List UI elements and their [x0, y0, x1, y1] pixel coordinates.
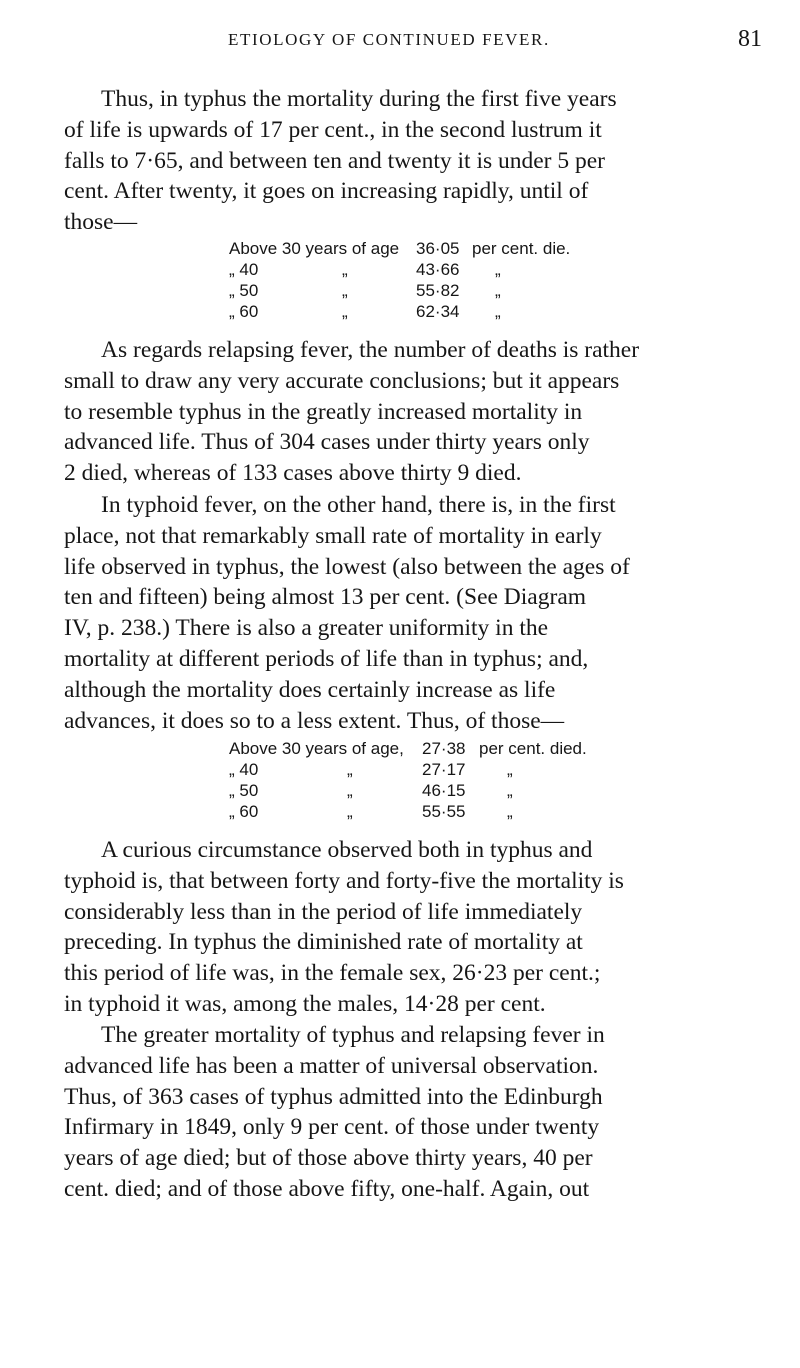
text-line: A curious circumstance observed both in typhus and [101, 837, 593, 863]
table-rate-value: 55·82 [416, 281, 460, 300]
table-ditto-mark: „ [347, 760, 353, 779]
text-line: As regards relapsing fever, the number of deaths is rather [101, 337, 640, 363]
text-line: cent. After twenty, it goes on increasing rapidly, until of [64, 178, 589, 205]
text-line: ten and fifteen) being almost 13 per cent. (See Diagram [64, 584, 587, 611]
text-line: The greater mortality of typhus and relapsing fever in [101, 1022, 605, 1048]
table-suffix: „ [507, 760, 513, 779]
table-suffix: „ [507, 802, 513, 821]
text-line: small to draw any very accurate conclusions; but it appears [64, 367, 620, 394]
text-line: of life is upwards of 17 per cent., in the second lustrum it [64, 116, 602, 143]
paragraph-curious-circumstance [64, 835, 769, 1020]
text-line: considerably less than in the period of life immediately [64, 898, 583, 925]
text-line: this period of life was, in the female sex, 26·23 per cent.; [64, 960, 601, 987]
table-age-label: „ 60 [229, 802, 259, 821]
text-line: Thus, of 363 cases of typhus admitted into the Edinburgh [64, 1083, 603, 1110]
text-line: advanced life. Thus of 304 cases under thirty years only [64, 429, 590, 456]
text-line: advanced life has been a matter of universal observation. [64, 1052, 599, 1079]
table-rate-value: 43·66 [416, 260, 460, 279]
text-line: Infirmary in 1849, only 9 per cent. of those under twenty [64, 1114, 600, 1141]
table-age-label: „ 50 [229, 281, 259, 300]
text-line: mortality at different periods of life than in typhus; and, [64, 645, 589, 672]
text-line: although the mortality does certainly increase as life [64, 676, 556, 703]
table-ditto-mark: „ [342, 260, 348, 279]
table-ditto-mark: „ [342, 302, 348, 321]
text-line: to resemble typhus in the greatly increased mortality in [64, 398, 583, 425]
text-line: life observed in typhus, the lowest (also between the ages of [64, 553, 630, 580]
table-suffix: per cent. die. [472, 239, 571, 258]
page-number: 81 [738, 26, 762, 52]
table-age-label: Above 30 years of age, [229, 739, 404, 758]
paragraph-typhus-mortality [64, 84, 769, 238]
table-suffix: „ [495, 302, 501, 321]
text-line: IV, p. 238.) There is also a greater uniformity in the [64, 615, 549, 642]
table-rate-value: 27·38 [422, 739, 466, 758]
table-rate-value: 62·34 [416, 302, 460, 321]
table-age-label: Above 30 years of age [229, 239, 400, 258]
table-rate-value: 55·55 [422, 802, 466, 821]
table-age-label: „ 50 [229, 781, 259, 800]
table-age-label: „ 60 [229, 302, 259, 321]
paragraph-typhoid-fever [64, 490, 769, 736]
text-line: place, not that remarkably small rate of mortality in early [64, 522, 602, 549]
text-line: preceding. In typhus the diminished rate of mortality at [64, 929, 583, 956]
text-line: typhoid is, that between forty and forty-five the mortality is [64, 867, 624, 894]
table-suffix: „ [507, 781, 513, 800]
table-suffix: per cent. died. [479, 739, 587, 758]
text-line: 2 died, whereas of 133 cases above thirty 9 died. [64, 460, 522, 487]
text-line: cent. died; and of those above fifty, one-half. Again, out [64, 1175, 590, 1202]
table-age-label: „ 40 [229, 260, 259, 279]
text-line: In typhoid fever, on the other hand, there is, in the first [101, 492, 616, 518]
table-ditto-mark: „ [347, 781, 353, 800]
table-ditto-mark: „ [342, 281, 348, 300]
table-suffix: „ [495, 260, 501, 279]
table-rate-value: 46·15 [422, 781, 466, 800]
text-line: those— [64, 209, 138, 236]
text-line: in typhoid it was, among the males, 14·28 per cent. [64, 990, 546, 1017]
text-line: years of age died; but of those above thirty years, 40 per [64, 1145, 593, 1172]
table-age-label: „ 40 [229, 760, 259, 779]
text-line: falls to 7·65, and between ten and twenty it is under 5 per [64, 147, 606, 174]
table-rate-value: 27·17 [422, 760, 466, 779]
paragraph-relapsing-fever [64, 335, 769, 489]
table-suffix: „ [495, 281, 501, 300]
running-head: ETIOLOGY OF CONTINUED FEVER. [228, 30, 550, 49]
paragraph-universal-observation [64, 1020, 769, 1205]
text-line: advances, it does so to a less extent. Thus, of those— [64, 707, 565, 734]
table-ditto-mark: „ [347, 802, 353, 821]
text-line: Thus, in typhus the mortality during the first five years [101, 86, 617, 112]
table-rate-value: 36·05 [416, 239, 460, 258]
